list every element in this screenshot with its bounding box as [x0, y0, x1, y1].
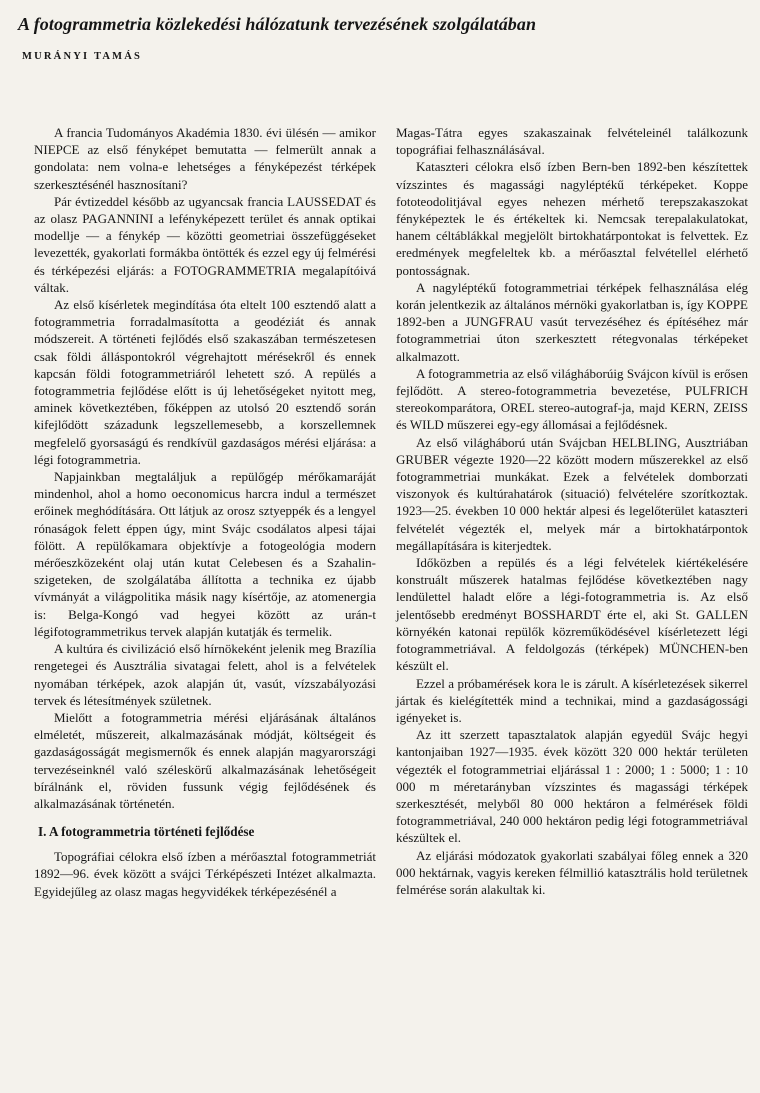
- paragraph: A kultúra és civilizáció első hírnökeként jelenik meg Brazília rengetegei és Ausztrália sivatagai felett, ahol is a felvételek nyomában térképek, azok alapján út, vasút, vízszabályozási tervek és létesítmények születnek.: [34, 641, 376, 708]
- paragraph: A nagyléptékű fotogrammetriai térképek felhasználása elég korán jelentkezik az általános mérnöki gyakorlatban is, így KOPPE 1892-ben a JUNGFRAU vasút tervezéséhez és építéséhez már fotogrammetriai úton szerkesztett rétegvonalas térképeket alkalmazott.: [396, 279, 748, 364]
- paragraph: Az eljárási módozatok gyakorlati szabályai főleg ennek a 320 000 hektárnak, vagyis kereken félmillió katasztrális hold területnek felmérése során alakultak ki.: [396, 847, 748, 897]
- right-column: [396, 124, 748, 898]
- paragraph: Ezzel a próbamérések kora le is zárult. A kísérletezések sikerrel jártak és kielégítették mind a technikai, mind a gazdaságossági igényeket is.: [396, 675, 748, 725]
- paragraph: Az itt szerzett tapasztalatok alapján egyedül Svájc hegyi kantonjaiban 1927—1935. évek között 320 000 hektár területen végezték el fotogrammetriai eljárással 1 : 2000; 1 : 5000; 1 : 10 000 m méretarányban vízszintes és magassági térképek szerkesztését, melyből 80 000 hektáron a felmérések földi fotogrammetriával, 240 000 hektáron pedig légi fotogrammetriával készültek el.: [396, 727, 748, 846]
- paragraph: A fotogrammetria az első világháborúig Svájcon kívül is erősen fejlődött. A stereo-fotogrammetria bevezetése, PULFRICH stereokomparátora, OREL stereo-autograf-ja, majd KERN, ZEISS és WILD műszerei egy-egy állomásai a fejlődésnek.: [396, 365, 748, 433]
- paragraph: A francia Tudományos Akadémia 1830. évi ülésén — amikor NIEPCE az első fényképet bemutatta — felmerült annak a gondolata: nem volna-e lehetséges a fényképezést térképek szerkesztésénél hasznosítani?: [34, 125, 376, 192]
- paragraph: Kataszteri célokra első ízben Bern-ben 1892-ben készítettek vízszintes és magassági nagyléptékű térképeket. Koppe fototeodolitjával egyes nehezen mérhető terepszakaszokat fényképeztek le és értékeltek ki. Nemcsak terepalakulatokat, hanem céltáblákkal megjelölt birtokhatárpontokat is felvettek. Ez eredmények megfeleltek kb. a mérőasztal felvétellel elérhető pontosságnak.: [396, 159, 748, 278]
- paragraph: Időközben a repülés és a légi felvételek kiértékelésére konstruált műszerek hatalmas fejlődése következtében nagy lendülettel haladt előre a légi-fotogrammetria is. Az első jelentősebb eredményt BOSSHARDT érte el, aki St. GALLEN környékén katonai repülők közreműködésével kísérletezett légi fotogrammetriával. A feldolgozás (térképek) MÜNCHEN-ben készült el.: [396, 555, 748, 674]
- paragraph: Mielőtt a fotogrammetria mérési eljárásának általános elméletét, műszereit, alkalmazásának módját, költségeit és gazdaságosságát megismernők és ennek alapján magyarországi tervezéseinknél való széleskörű alkalmazásának lehetőségeit bírálnánk el, röviden fussunk végig fejlődésének és alkalmazásának történetén.: [34, 709, 376, 811]
- left-column: [34, 124, 376, 900]
- paragraph: Pár évtizeddel később az ugyancsak francia LAUSSEDAT és az olasz PAGANNINI a lefényképezett terület és annak optikai modellje — a fénykép — közötti geometriai összefüggéseket levezették, gyakorlati formákba öntötték és ezzel egy új felmérési és térképezési eljárás: a FOTOGRAMMETRIA megalapítóivá váltak.: [34, 193, 376, 295]
- article-author: MURÁNYI TAMÁS: [22, 51, 143, 62]
- paragraph: Topográfiai célokra első ízben a mérőasztal fotogrammetriát 1892—96. évek között a svájci Térképészeti Intézet alkalmazta. Egyidejűleg az olasz magas hegyvidékek térképezésénél a: [34, 849, 376, 899]
- section-heading: I. A fotogrammetria történeti fejlődése: [38, 824, 255, 840]
- paragraph: Az első kísérletek megindítása óta eltelt 100 esztendő alatt a fotogrammetria forradalmasította a geodéziát és annak módszereit. A történeti fejlődés első szakaszában természetesen csak földi álláspontokról végrehajtott mérésekről és ennek kapcsán földi fotogrammetriáról lehetett szó. A repülés a fotogrammetria fejlődése előtt is új lehetőségeket nyitott meg, aminek következtében, főképpen az utolsó 20 esztendő során kifejlődött századunk legszellemesebb, a korszellemnek megfelelő gyorsaságú és rendkívül gazdaságos mérési eljárása: a légi fotogrammetria.: [34, 297, 376, 467]
- continued-paragraph: Magas-Tátra egyes szakaszainak felvételeinél találkozunk topográfiai felhasználásával.: [396, 125, 748, 158]
- paragraph: Az első világháború után Svájcban HELBLING, Ausztriában GRUBER végezte 1920—22 között modern műszerekkel az első fotogrammetriai munkákat. Ezek a felvételek domborzati viszonyok és kultúrahatárok (situació) felvételére szorítkoztak. 1923—25. években 10 000 hektár alpesi és legelőterület kataszteri felvételét végezték el, melyek már a birtokhatárpontok megállapítására is kiterjedtek.: [396, 434, 748, 553]
- paragraph: Napjainkban megtaláljuk a repülőgép mérőkamaráját mindenhol, ahol a homo oeconomicus harcra indul a természet erőinek meghódítására. Ott látjuk az orosz sztyeppék és a lengyel rónaságok felett éppen úgy, mint Svájc csodálatos alpesi tájai fölött. A repülőkamara objektívje a fotogeológia modern mérőeszközeként olaj után kutat Celebesen és a Szahalin-szigeteken, de szolgálatába állította a technika ez újabb vívmányát a világpolitika másik nagy kísértője, az atomenergia is: Belga-Kongó vad hegyei között az urán-t légifotogrammetrikus tervek alapján kutatják és termelik.: [34, 469, 376, 639]
- article-title: A fotogrammetria közlekedési hálózatunk tervezésének szolgálatában: [18, 14, 537, 34]
